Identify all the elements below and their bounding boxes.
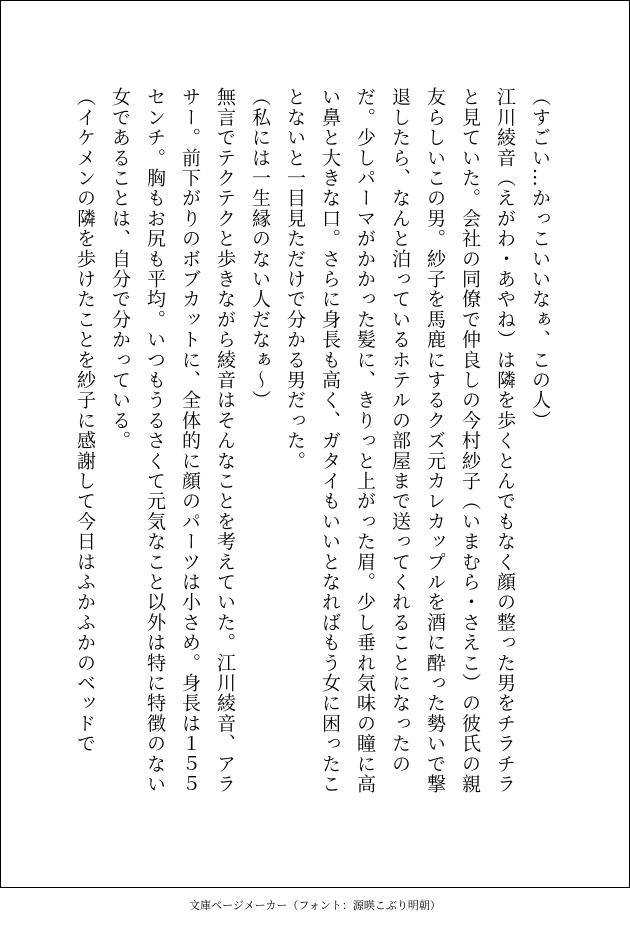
paragraph-2: 江川綾音（えがわ・あやね）は隣を歩くとんでもなく顔の整った男をチラチラと見ていた。会社の同僚で仲良しの今村紗子（いまむら・さえこ）の彼氏の親友らしいこの男。紗子を馬鹿にするクズ元カレカップルを酒に酔った勢いで撃退したら、なんと泊っているホテルの部屋まで送ってくれることになったのだ。少しパーマがかかった髪に、きりっと上がった眉。少し垂れ気味の瞳に高い鼻と大きな口。さらに身長も高く、ガタイもいいとなればもう女に困ったことないと一目見ただけで分かる男だった。: [284, 87, 516, 794]
text-area: [67, 87, 557, 807]
vertical-body-text: [67, 87, 557, 807]
footer-credit: 文庫ページメーカー（フォント：源暎こぶり明朝）: [189, 899, 441, 912]
paragraph-1: （すごい…かっこいいなぁ、この人）: [529, 87, 551, 431]
paragraph-3: （私には一生縁のない人だなぁ〜）: [249, 87, 271, 411]
paragraph-4: 無言でテクテクと歩きながら綾音はそんなことを考えていた。江川綾音、アラサー。前下がりのボブカットに、全体的に顔のパーツは小さめ。身長は１５５センチ。胸もお尻も平均。いつもうるさくて元気なこと以外は特に特徴のない女であることは、自分で分かっている。: [109, 87, 236, 794]
paragraph-5: （イケメンの隣を歩けたことを紗子に感謝して今日はふかふかのベッドで: [74, 87, 96, 754]
